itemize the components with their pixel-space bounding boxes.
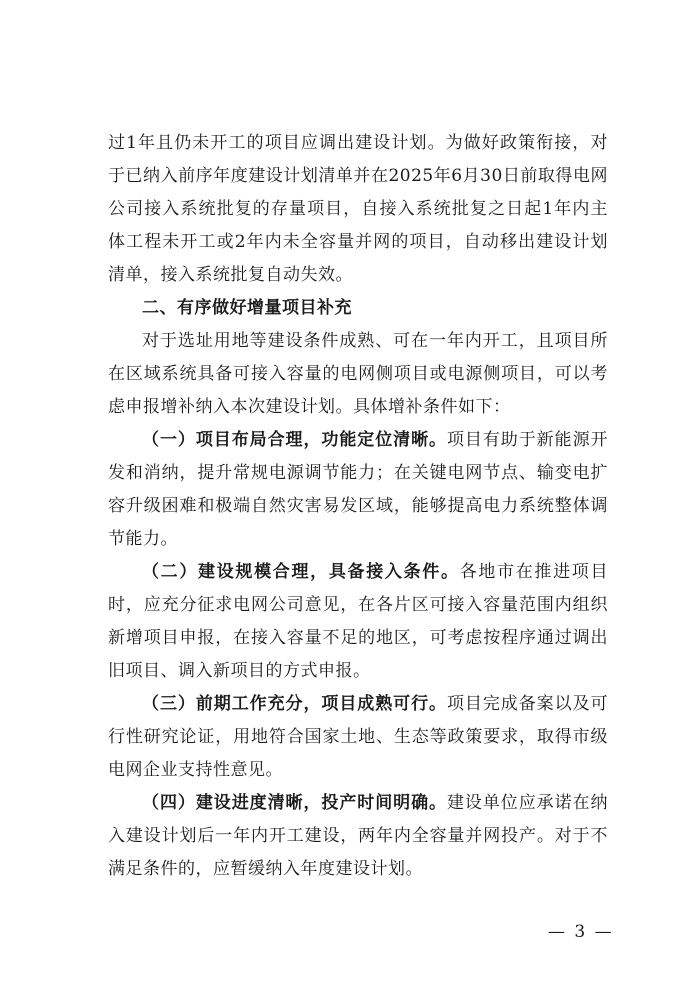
condition-item-4-lead: （四）建设进度清晰，投产时间明确。 [142, 793, 447, 813]
condition-item-3 [108, 688, 608, 787]
condition-item-2-lead: （二）建设规模合理，具备接入条件。 [142, 562, 460, 582]
condition-item-1-text: 项目有助于新能源开发和消纳，提升常规电源调节能力；在关键电网节点、输变电扩容升级困难和极端自然灾害易发区域，能够提高电力系统整体调节能力。 [108, 430, 609, 549]
condition-item-4 [108, 787, 608, 886]
page-number: — 3 — [548, 922, 614, 942]
paragraph-continuation: 过1年且仍未开工的项目应调出建设计划。为做好政策衔接，对于已纳入前序年度建设计划清单并在2025年6月30日前取得电网公司接入系统批复的存量项目，自接入系统批复之日起1年内主体工程未开工或2年内未全容量并网的项目，自动移出建设计划清单，接入系统批复自动失效。 [108, 133, 608, 285]
condition-item-3-text: 项目完成备案以及可行性研究论证，用地符合国家土地、生态等政策要求，取得市级电网企业支持性意见。 [108, 694, 609, 780]
condition-item-2 [108, 556, 608, 688]
condition-item-4-text: 建设单位应承诺在纳入建设计划后一年内开工建设，两年内全容量并网投产。对于不满足条件的，应暂缓纳入年度建设计划。 [108, 793, 609, 879]
condition-item-1-lead: （一）项目布局合理，功能定位清晰。 [142, 430, 447, 450]
paragraph-intro: 对于选址用地等建设条件成熟、可在一年内开工，且项目所在区域系统具备可接入容量的电网侧项目或电源侧项目，可以考虑申报增补纳入本次建设计划。具体增补条件如下： [108, 331, 608, 417]
condition-item-2-text: 各地市在推进项目时，应充分征求电网公司意见，在各片区可接入容量范围内组织新增项目申报，在接入容量不足的地区，可考虑按程序通过调出旧项目、调入新项目的方式申报。 [108, 562, 608, 681]
condition-item-3-lead: （三）前期工作充分，项目成熟可行。 [142, 694, 447, 714]
body-text [108, 127, 608, 886]
section-heading: 二、有序做好增量项目补充 [142, 298, 352, 318]
condition-item-1 [108, 424, 608, 556]
